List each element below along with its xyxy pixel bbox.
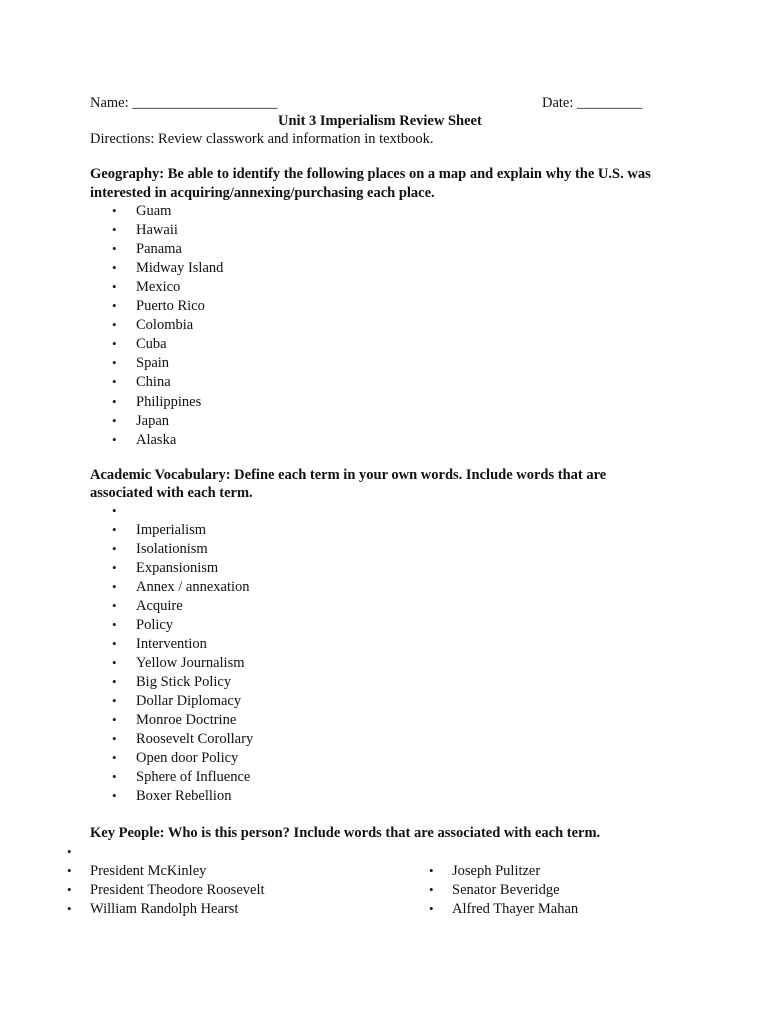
list-item-text: Boxer Rebellion bbox=[136, 788, 232, 804]
list-item-text: Alfred Thayer Mahan bbox=[452, 901, 579, 917]
bullet-icon: • bbox=[67, 882, 72, 897]
bullet-icon: • bbox=[429, 863, 434, 878]
bullet-icon: • bbox=[112, 769, 117, 784]
bullet-icon: • bbox=[112, 431, 117, 447]
bullet-icon: • bbox=[112, 693, 117, 708]
list-item-text: Puerto Rico bbox=[136, 298, 205, 315]
bullet-icon: • bbox=[112, 598, 117, 613]
bullet-icon: • bbox=[112, 355, 117, 371]
bullet-icon: • bbox=[112, 203, 117, 218]
list-item-text: President Theodore Roosevelt bbox=[90, 882, 265, 898]
list-item-text: Mexico bbox=[136, 279, 181, 296]
list-item-text: Imperialism bbox=[136, 522, 207, 538]
list-item-text: Open door Policy bbox=[136, 750, 239, 766]
bullet-icon: • bbox=[112, 541, 117, 556]
bullet-icon: • bbox=[112, 222, 117, 238]
list-item-text: Yellow Journalism bbox=[136, 655, 245, 671]
bullet-icon: • bbox=[112, 374, 117, 390]
bullet-icon: • bbox=[112, 241, 117, 257]
geography-heading-continued: interested in acquiring/annexing/purchasing each place. bbox=[90, 185, 435, 201]
bullet-icon: • bbox=[112, 788, 117, 803]
list-item-text: Policy bbox=[136, 617, 174, 633]
list-item-text: William Randolph Hearst bbox=[90, 901, 239, 917]
list-item-text: Dollar Diplomacy bbox=[136, 693, 242, 709]
list-item-text: Guam bbox=[136, 203, 172, 219]
directions-text: Directions: Review classwork and information in textbook. bbox=[90, 131, 434, 147]
people-heading: Key People: Who is this person? Include words that are associated with each term. bbox=[90, 825, 601, 841]
list-item-text: Roosevelt Corollary bbox=[136, 731, 254, 747]
bullet-icon: • bbox=[112, 712, 117, 727]
bullet-icon: • bbox=[429, 901, 434, 916]
list-item-text: Midway Island bbox=[136, 260, 224, 277]
bullet-icon: • bbox=[112, 298, 117, 314]
list-item-text: Isolationism bbox=[136, 541, 208, 557]
bullet-icon: • bbox=[112, 674, 117, 689]
list-item-text: Monroe Doctrine bbox=[136, 712, 237, 728]
bullet-icon: • bbox=[112, 560, 117, 575]
list-item-text: Spain bbox=[136, 355, 170, 372]
list-item-text: Colombia bbox=[136, 317, 194, 334]
list-item-text: Sphere of Influence bbox=[136, 769, 251, 785]
name-field-label: Name: ____________________ bbox=[90, 95, 278, 111]
vocabulary-heading-continued: associated with each term. bbox=[90, 485, 253, 501]
date-field-label: Date: _________ bbox=[542, 95, 643, 111]
bullet-icon: • bbox=[112, 636, 117, 651]
list-item-text: Joseph Pulitzer bbox=[452, 863, 541, 879]
list-item-text: Acquire bbox=[136, 598, 183, 614]
bullet-icon: • bbox=[112, 617, 117, 632]
list-item-text: Alaska bbox=[136, 431, 177, 448]
geography-heading: Geography: Be able to identify the following places on a map and explain why the U.S. was bbox=[90, 166, 651, 182]
list-item-text: Annex / annexation bbox=[136, 579, 250, 595]
page-title: Unit 3 Imperialism Review Sheet bbox=[278, 113, 482, 129]
list-item-text: Cuba bbox=[136, 336, 167, 353]
bullet-icon: • bbox=[112, 393, 117, 409]
bullet-icon: • bbox=[112, 279, 117, 295]
list-item-text: Japan bbox=[136, 412, 170, 429]
bullet-icon: • bbox=[112, 655, 117, 670]
list-item-text: Philippines bbox=[136, 393, 202, 410]
bullet-icon: • bbox=[67, 901, 72, 916]
bullet-icon: • bbox=[67, 844, 72, 859]
list-item-text: Hawaii bbox=[136, 222, 178, 239]
bullet-icon: • bbox=[112, 731, 117, 746]
bullet-icon: • bbox=[429, 882, 434, 897]
bullet-icon: • bbox=[112, 503, 117, 518]
bullet-icon: • bbox=[112, 336, 117, 352]
bullet-icon: • bbox=[112, 317, 117, 333]
list-item-text: China bbox=[136, 374, 171, 391]
list-item-text: Expansionism bbox=[136, 560, 219, 576]
vocabulary-heading: Academic Vocabulary: Define each term in your own words. Include words that are bbox=[90, 467, 607, 483]
list-item-text: Senator Beveridge bbox=[452, 882, 560, 898]
bullet-icon: • bbox=[67, 863, 72, 878]
list-item-text: Big Stick Policy bbox=[136, 674, 232, 690]
bullet-icon: • bbox=[112, 522, 117, 537]
bullet-icon: • bbox=[112, 579, 117, 594]
bullet-icon: • bbox=[112, 260, 117, 276]
list-item-text: Panama bbox=[136, 241, 182, 258]
list-item-text: President McKinley bbox=[90, 863, 207, 879]
bullet-icon: • bbox=[112, 750, 117, 765]
bullet-icon: • bbox=[112, 412, 117, 428]
list-item-text: Intervention bbox=[136, 636, 207, 652]
